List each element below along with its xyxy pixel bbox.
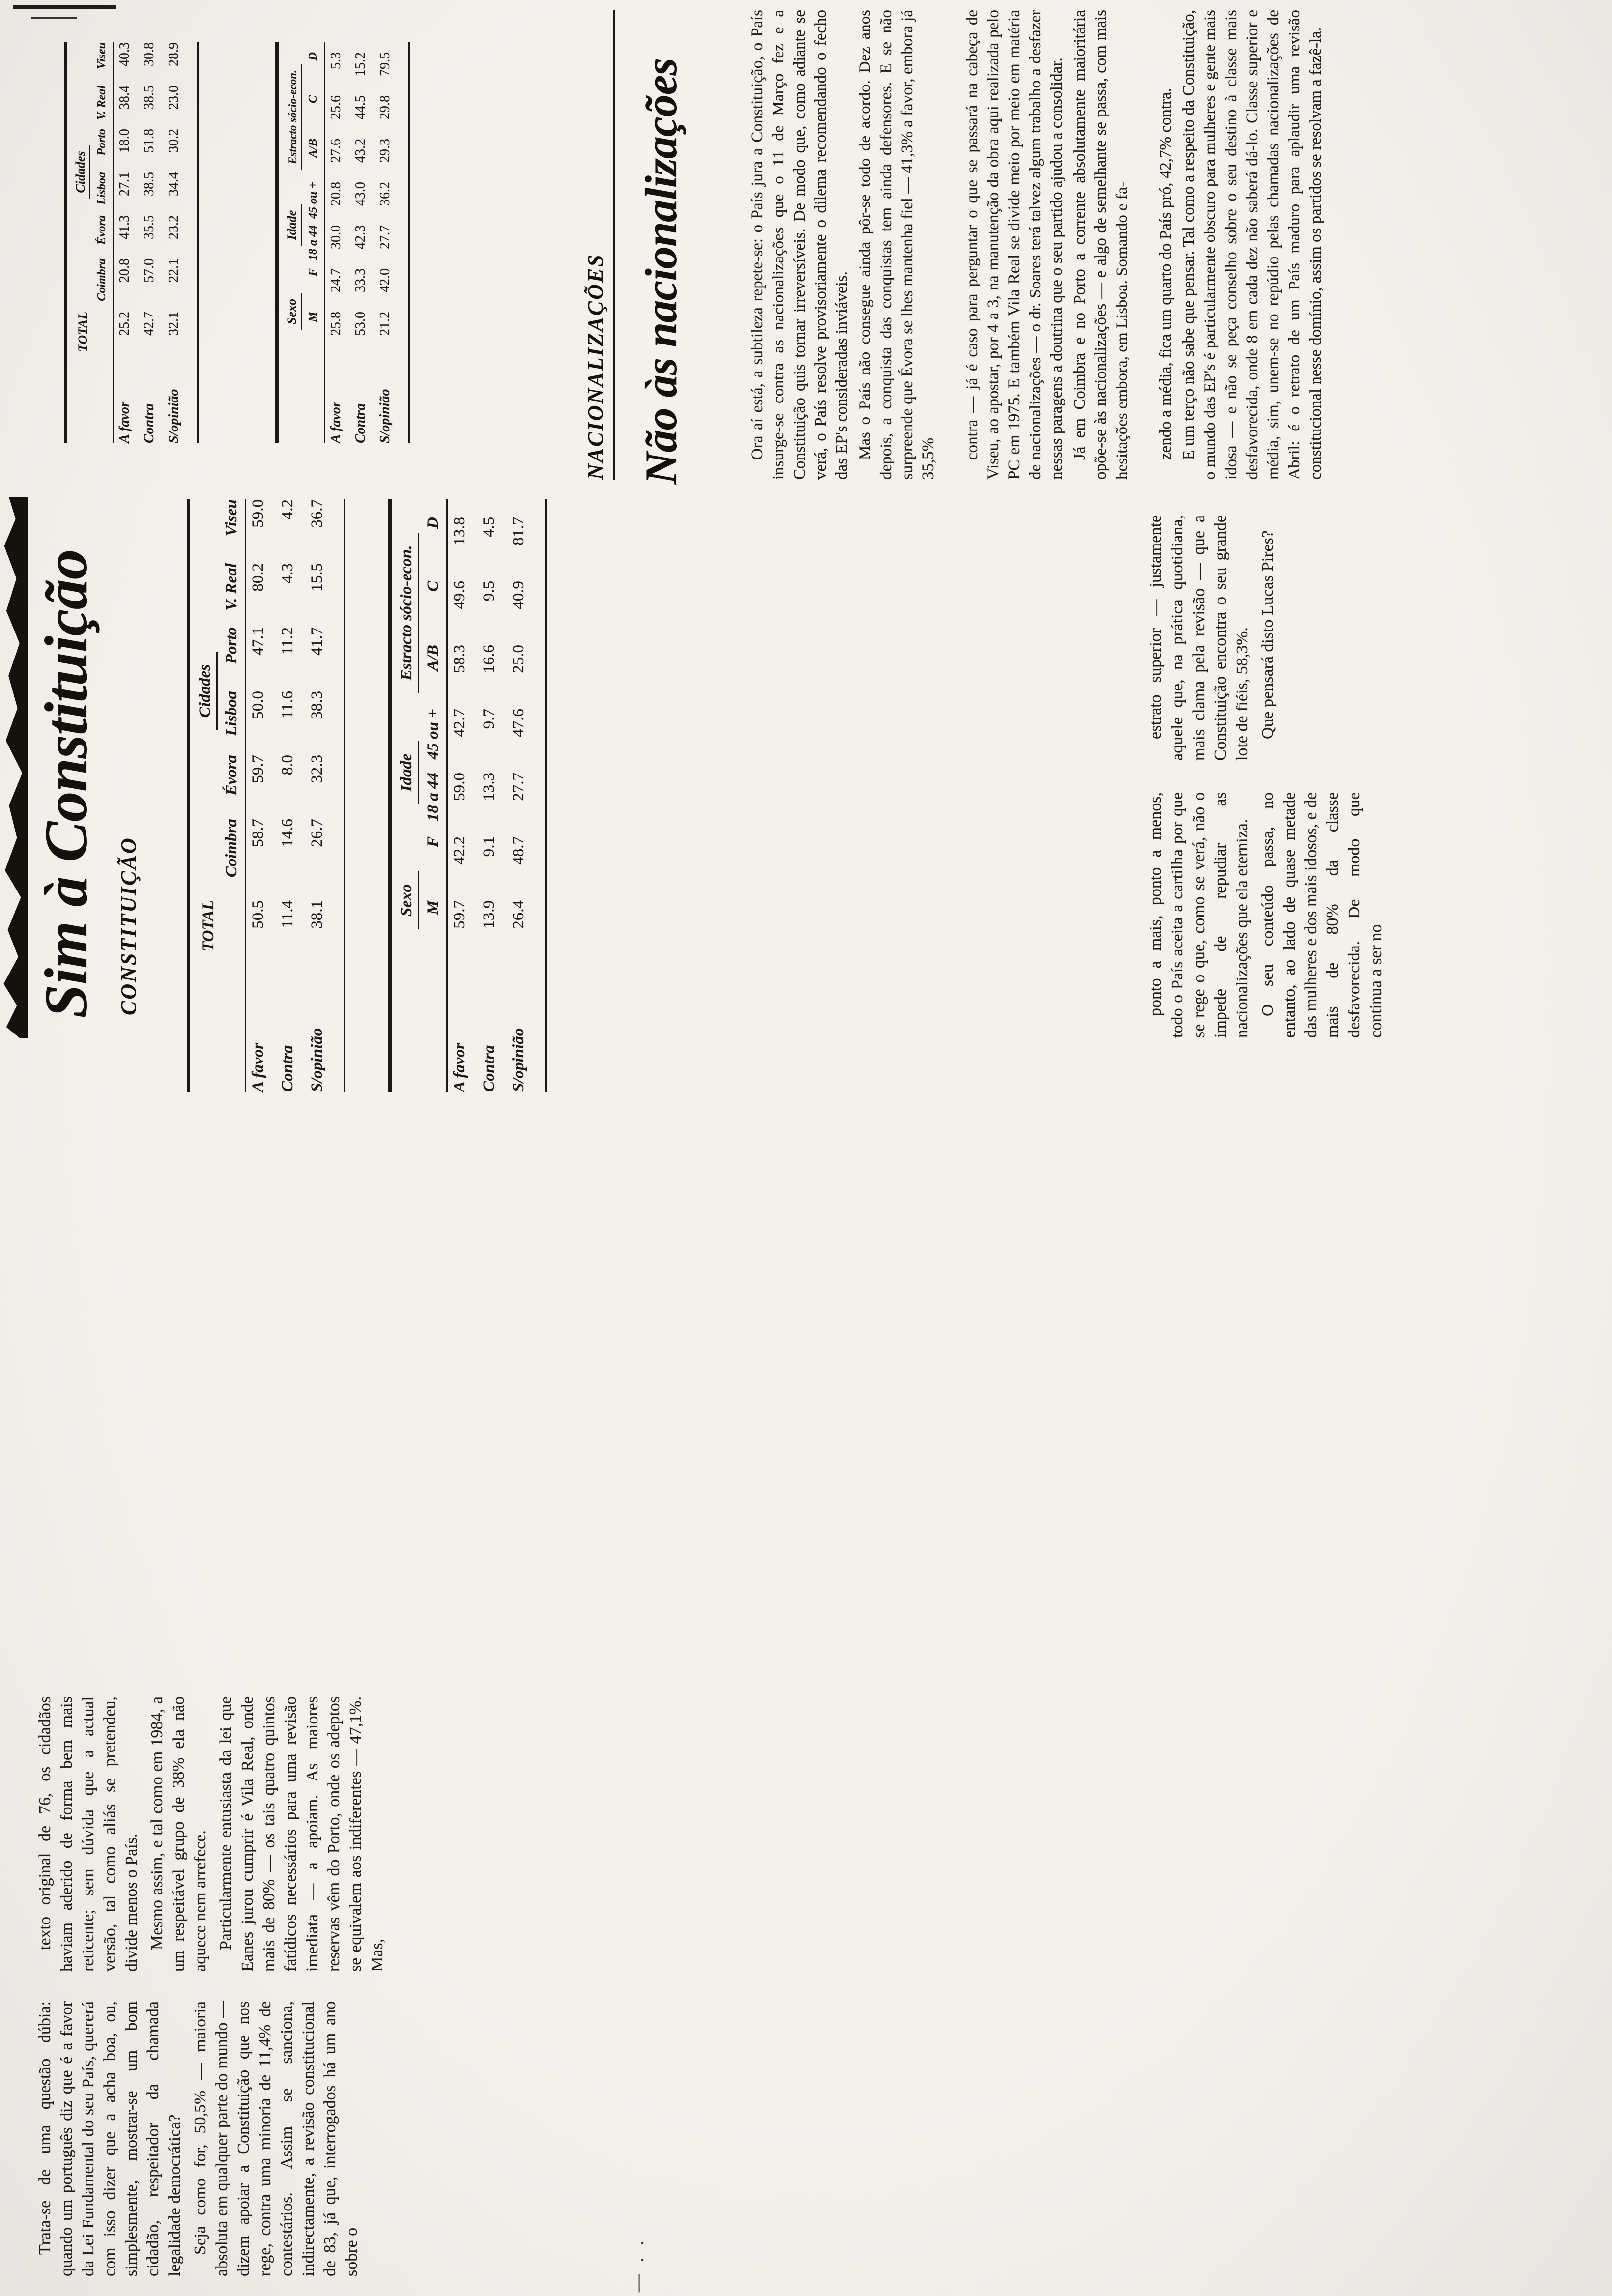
table-cell: 44.5 <box>353 95 368 119</box>
table-cell: 9.5 <box>480 581 498 602</box>
table-cell: 42.0 <box>377 268 393 292</box>
table-cell: 40.9 <box>510 581 527 609</box>
paragraph: Mesmo assim, e tal como em 1984, a um respeitável grupo de 38% ela não aquece nem arrefece. <box>148 1696 209 1972</box>
table-cell: 59.0 <box>451 773 468 801</box>
table-cell: 13.9 <box>480 900 498 929</box>
table-cell: 38.5 <box>142 172 157 196</box>
table-cell: 29.8 <box>377 95 393 119</box>
table-cell: 4.5 <box>480 517 498 538</box>
table-cell: 35.5 <box>142 215 157 239</box>
table-cell: 9.7 <box>480 709 498 729</box>
column-header: Viseu <box>95 42 108 69</box>
table-cell: 42.3 <box>353 225 368 249</box>
row-label: Contra <box>279 1045 296 1092</box>
row-label: Contra <box>353 403 368 443</box>
table-cell: 25.8 <box>328 312 344 336</box>
table-column-header-row <box>424 499 448 1092</box>
table-cell: 21.2 <box>377 312 393 336</box>
table-cell: 42.7 <box>451 709 468 737</box>
sim-body-column-4 <box>1145 515 1283 761</box>
table-row <box>308 499 338 1092</box>
column-header: V. Real <box>95 86 108 120</box>
row-label: A favor <box>249 1043 267 1092</box>
column-header: Évora <box>223 755 240 796</box>
table-cell: 42.7 <box>142 312 157 336</box>
column-header: 45 ou + <box>307 182 319 219</box>
column-header: V. Real <box>223 563 240 611</box>
group-label-estracto: Estracto sócio-econ. <box>287 52 302 182</box>
column-header: C <box>424 581 442 592</box>
paragraph: O seu conteúdo passa, no entanto, ao lado de quase metade das mulheres e dos mais idosos, e de mais de 80% da classe desfavorecida. De modo que continua a ser no <box>1259 792 1385 1038</box>
table-cell: 4.3 <box>279 563 296 584</box>
column-header: D <box>307 52 319 61</box>
paragraph: zendo a média, fica um quarto do País pró, 42,7% contra. <box>1157 88 1175 460</box>
table-cell: 25.2 <box>117 312 132 336</box>
table-cell: 79.5 <box>377 52 393 76</box>
table-cell: 59.7 <box>451 900 468 929</box>
table-row <box>451 499 480 1092</box>
sim-cities-table <box>187 499 345 1092</box>
group-label-sexo: Sexo <box>285 268 302 355</box>
nac-body-block-3 <box>1155 10 1326 480</box>
table-cell: 38.4 <box>117 86 132 110</box>
paragraph: Ora aí está, a subtileza repete-se: o País jura a Constituição, o País insurge-se contra as nacionalizações que o 11 de Março fez e a Constituição quis tornar irreversíveis. De modo que, como adiante se verá, o País resolve provisoriamente o dilema recomendando o fecho das EP's consideradas inviáveis. <box>748 10 851 480</box>
table-cell: 32.3 <box>308 755 326 783</box>
nac-demographics-table <box>275 42 410 443</box>
table-cell: 58.7 <box>249 819 267 847</box>
table-cell: 27.7 <box>510 773 527 801</box>
table-cell: 59.0 <box>249 499 267 528</box>
column-header: 18 a 44 <box>307 225 319 260</box>
row-label: S/opinião <box>308 1028 326 1092</box>
paragraph: Trata-se de uma questão dúbia: quando um português diz que é a favor da Lei Fundamental do seu País, quererá com isso dizer que a acha boa, ou, simplesmente, mostrar-se um bom cidadão, respeitador da chamada legalidade democrática? <box>36 2001 184 2276</box>
column-header: F <box>424 836 442 848</box>
paragraph: contra — já é caso para perguntar o que se passará na cabeça de Viseu, ao apostar, por 4 a 3, na manutenção da obra aqui realizada pelo PC em 1975. E também Vila Real se divide meio por meio em matéria de nacionalizações — o dr. Soares terá talvez algum trabalho a desfazer nessas paragens a doutrina que o seu partido ajudou a consolidar. <box>963 10 1065 480</box>
sim-body-column-3 <box>1145 792 1391 1038</box>
paragraph: Já em Coimbra e no Porto a corrente absolutamente maioritária opõe-se às nacionalizações — e algo de semelhante se passa, com mais hesitações embora, em Lisboa. Somando e fa- <box>1071 10 1131 480</box>
table-cell: 47.6 <box>510 709 527 737</box>
table-cell: 11.4 <box>279 900 296 928</box>
table-cell: 50.5 <box>249 900 267 929</box>
table-cell: 5.3 <box>328 52 344 69</box>
article-sim-constituicao <box>0 497 1612 2296</box>
column-header: D <box>424 517 442 529</box>
nac-cities-table <box>64 42 199 443</box>
group-label-estracto: Estracto sócio-econ. <box>398 517 419 709</box>
table-cell: 40.3 <box>117 42 132 66</box>
column-header: Porto <box>95 129 108 156</box>
table-cell: 36.7 <box>308 499 326 528</box>
table-cell: 27.1 <box>117 172 132 196</box>
table-cell: 15.5 <box>308 563 326 592</box>
table-row <box>279 499 308 1092</box>
table-cell: 29.3 <box>377 139 393 163</box>
column-header: 45 ou + <box>424 709 442 760</box>
paragraph: Mas o País não consegue ainda pôr-se todo de acordo. Dez anos depois, a conquista das conquistas tem ainda defensores. E se não surpreende que Évora se lhes mantenha fiel — 41,3% a favor, embora já 35,5% <box>856 10 937 480</box>
table-cell: 13.8 <box>451 517 468 545</box>
table-cell: 20.8 <box>328 182 344 206</box>
row-label: Contra <box>480 1045 498 1092</box>
column-header: M <box>424 900 442 915</box>
table-row <box>166 42 191 443</box>
row-label: A favor <box>328 402 344 443</box>
table-row <box>328 42 353 443</box>
column-header: C <box>307 95 319 104</box>
table-cell: 24.7 <box>328 268 344 292</box>
column-header: F <box>307 268 319 277</box>
table-cell: 59.7 <box>249 755 267 783</box>
paragraph: Que pensará disto Lucas Pires? <box>1259 530 1277 739</box>
row-label: A favor <box>117 402 132 443</box>
table-row <box>480 499 510 1092</box>
table-row <box>142 42 166 443</box>
row-label: S/opinião <box>166 389 181 443</box>
column-header: Viseu <box>223 499 240 537</box>
row-label: S/opinião <box>510 1028 527 1092</box>
group-label-idade: Idade <box>285 182 302 268</box>
column-header: A/B <box>307 139 319 158</box>
scan-stray-mark: — . . <box>628 2237 647 2292</box>
table-cell: 30.2 <box>166 129 181 153</box>
row-label: Contra <box>142 403 157 443</box>
column-header: Évora <box>95 215 108 245</box>
table-cell: 53.0 <box>353 312 368 336</box>
table-cell: 14.6 <box>279 819 296 847</box>
column-header: Coimbra <box>95 258 108 301</box>
table-cell: 33.3 <box>353 268 368 292</box>
table-cell: 26.4 <box>510 900 527 929</box>
table-cell: 28.9 <box>166 42 181 66</box>
table-group-header-row <box>196 499 218 1092</box>
column-header: Lisboa <box>95 172 108 205</box>
paragraph: texto original de 76, os cidadãos haviam aderido de forma bem mais reticente; sem dúvida que a actual versão, tal como aliás se pretendeu, divide menos o País. <box>36 1696 141 1972</box>
table-cell: 25.6 <box>328 95 344 119</box>
table-cell: 9.1 <box>480 836 498 857</box>
table-group-header-row <box>73 42 90 443</box>
column-header: Lisboa <box>223 691 240 736</box>
article-nao-nacionalizacoes <box>0 0 1612 488</box>
table-cell: 27.6 <box>328 139 344 163</box>
table-cell: 41.7 <box>308 627 326 656</box>
paragraph: Seja como for, 50,5% — maioria absoluta em qualquer parte do mundo — dizem apoiar a Constituição que nos rege, contra uma minoria de 11,4% de contestários. Assim se sanciona, indirectamente, a revisão constitucional de 83, já que, interrogados há um ano sobre o <box>191 2001 361 2276</box>
table-row <box>377 42 402 443</box>
table-cell: 13.3 <box>480 773 498 801</box>
table-cell: 43.0 <box>353 182 368 206</box>
table-cell: 11.2 <box>279 627 296 655</box>
sim-demographics-table <box>388 499 547 1092</box>
table-cell: 47.1 <box>249 627 267 656</box>
table-column-header-row <box>95 42 114 443</box>
table-cell: 41.3 <box>117 215 132 239</box>
table-cell: 48.7 <box>510 836 527 865</box>
group-label-idade: Idade <box>398 709 419 836</box>
table-cell: 23.0 <box>166 86 181 110</box>
nac-body-block-2 <box>962 10 1133 480</box>
table-cell: 43.2 <box>353 139 368 163</box>
table-group-header-row <box>398 499 419 1092</box>
table-cell: 36.2 <box>377 182 393 206</box>
sim-body-column-1 <box>34 2001 367 2276</box>
sim-kicker: CONSTITUIÇÃO <box>116 836 141 1015</box>
table-cell: 58.3 <box>451 645 468 673</box>
paragraph: ponto a mais, ponto a menos, todo o País aceita a cartilha por que se rege o que, como se verá, não o impede de repudiar as nacionalizações que ela eterniza. <box>1147 792 1251 1038</box>
table-cell: 50.0 <box>249 691 267 719</box>
paragraph: Particularmente entusiasta da lei que Eanes jurou cumprir é Vila Real, onde mais de 80% — os tais quatro quintos fatídicos necessários para uma revisão imediata — a apoiam. As maiores reservas vêm do Porto, onde os adeptos se equivalem aos indiferentes — 47,1%. Mas, <box>217 1696 386 1972</box>
table-cell: 30.8 <box>142 42 157 66</box>
row-label: S/opinião <box>377 389 393 443</box>
table-row <box>510 499 539 1092</box>
table-cell: 23.2 <box>166 215 181 239</box>
table-group-header-row <box>285 42 302 443</box>
table-cell: 11.6 <box>279 691 296 719</box>
table-cell: 8.0 <box>279 755 296 775</box>
table-cell: 16.6 <box>480 645 498 673</box>
table-cell: 34.4 <box>166 172 181 196</box>
table-cell: 30.0 <box>328 225 344 249</box>
cities-group-label: Cidades <box>196 499 218 883</box>
table-cell: 80.2 <box>249 563 267 592</box>
table-cell: 38.1 <box>308 900 326 929</box>
table-cell: 27.7 <box>377 225 393 249</box>
table-cell: 38.3 <box>308 691 326 719</box>
table-cell: 15.2 <box>353 52 368 76</box>
nac-body-block-1 <box>747 10 939 480</box>
paragraph: E um terço não sabe que pensar. Tal como a respeito da Constituição, o mundo das EP's é particularmente obscuro para mulheres e gente mais idosa — e não se peça conselho sobre o seu destino à classe mais desfavorecida, onde 8 em cada dez não saberá dá-lo. Classe superior e média, sim, unem-se no repúdio pelas chamadas nacionalizações de Abril: é o retrato de um País maduro para aplaudir uma revisão constitucional nesse domínio, assim os partidos se resolvam a fazê-la. <box>1180 10 1324 480</box>
column-header: 18 a 44 <box>424 773 442 821</box>
nac-kicker: NACIONALIZAÇÕES <box>583 10 615 480</box>
table-cell: 57.0 <box>142 258 157 283</box>
total-column-header: TOTAL <box>200 900 217 951</box>
group-label-sexo: Sexo <box>398 836 419 964</box>
torn-paper-edge <box>1 497 28 1038</box>
table-cell: 4.2 <box>279 499 296 520</box>
table-row <box>249 499 279 1092</box>
sim-headline: Sim à Constituição <box>32 549 100 1018</box>
table-cell: 20.8 <box>117 258 132 283</box>
table-column-header-row <box>307 42 325 443</box>
paragraph: estrato superior — justamente aquele que, na prática quotidiana, mais clama pela revisão — que a Constituição encontra o seu grande lote de fiéis, 58,3%. <box>1147 515 1251 761</box>
column-header: M <box>307 312 319 322</box>
table-cell: 49.6 <box>451 581 468 609</box>
table-cell: 42.2 <box>451 836 468 865</box>
table-row <box>117 42 142 443</box>
total-column-header: TOTAL <box>76 312 90 352</box>
column-header: A/B <box>424 645 442 671</box>
row-label: A favor <box>451 1043 468 1092</box>
table-row <box>353 42 377 443</box>
table-cell: 26.7 <box>308 819 326 847</box>
column-header: Coimbra <box>223 819 240 878</box>
table-cell: 32.1 <box>166 312 181 336</box>
cities-group-label: Cidades <box>73 42 90 302</box>
table-cell: 38.5 <box>142 86 157 110</box>
nac-body-text <box>747 10 1349 480</box>
table-cell: 25.0 <box>510 645 527 673</box>
table-cell: 51.8 <box>142 129 157 153</box>
table-column-header-row <box>223 499 246 1092</box>
table-cell: 81.7 <box>510 517 527 545</box>
nac-headline: Não às nacionalizações <box>636 58 686 485</box>
sim-body-column-2 <box>34 1696 392 1972</box>
table-cell: 22.1 <box>166 258 181 283</box>
column-header: Porto <box>223 627 240 664</box>
table-cell: 18.0 <box>117 129 132 153</box>
